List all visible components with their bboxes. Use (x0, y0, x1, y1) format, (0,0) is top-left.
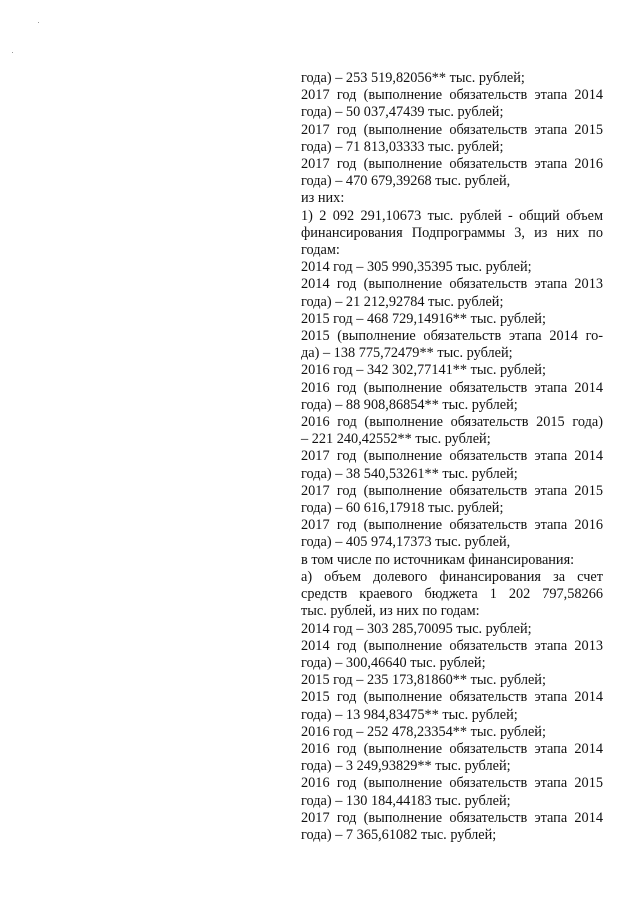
document-line: 2016 год – 252 478,23354** тыс. рублей; (301, 723, 546, 740)
document-line: 2016 год (выполнение обязательств 2015 года) (301, 414, 603, 431)
document-line: 2016 год (выполнение обязательств этапа 2015 (301, 775, 603, 792)
document-line: года) – 88 908,86854** тыс. рублей; (301, 396, 518, 413)
document-line: 2014 год (выполнение обязательств этапа 2013 (301, 637, 603, 654)
document-line: 2014 год – 305 990,35395 тыс. рублей; (301, 259, 532, 276)
document-line: 2017 год (выполнение обязательств этапа 2014 (301, 448, 603, 465)
document-line: годам: (301, 242, 340, 259)
document-line: 2015 (выполнение обязательств этапа 2014 го- (301, 328, 603, 345)
document-line: 2017 год (выполнение обязательств этапа 2016 (301, 517, 603, 534)
document-line: 2016 год (выполнение обязательств этапа 2014 (301, 740, 603, 757)
document-line: 2017 год (выполнение обязательств этапа 2015 (301, 482, 603, 499)
document-line: года) – 38 540,53261** тыс. рублей; (301, 465, 518, 482)
document-line: 2014 год (выполнение обязательств этапа 2013 (301, 276, 603, 293)
document-text-column (301, 70, 603, 844)
document-line: тыс. рублей, из них по годам: (301, 603, 480, 620)
document-line: года) – 7 365,61082 тыс. рублей; (301, 826, 497, 843)
document-line: 2014 год – 303 285,70095 тыс. рублей; (301, 620, 532, 637)
document-line: из них: (301, 190, 345, 207)
document-line: средств краевого бюджета 1 202 797,58266 (301, 586, 603, 603)
document-line: – 221 240,42552** тыс. рублей; (301, 431, 491, 448)
document-line: да) – 138 775,72479** тыс. рублей; (301, 345, 513, 362)
document-line: года) – 50 037,47439 тыс. рублей; (301, 104, 504, 121)
document-line: 1) 2 092 291,10673 тыс. рублей - общий объем (301, 207, 603, 224)
document-line: года) – 21 212,92784 тыс. рублей; (301, 293, 504, 310)
document-line: года) – 3 249,93829** тыс. рублей; (301, 758, 511, 775)
document-line: 2017 год (выполнение обязательств этапа 2014 (301, 87, 603, 104)
document-line: финансирования Подпрограммы 3, из них по (301, 224, 603, 241)
document-line: года) – 253 519,82056** тыс. рублей; (301, 70, 525, 86)
document-line: 2015 год – 235 173,81860** тыс. рублей; (301, 672, 546, 689)
document-line: года) – 60 616,17918 тыс. рублей; (301, 500, 504, 517)
document-line: года) – 300,46640 тыс. рублей; (301, 654, 486, 671)
document-line: 2015 год (выполнение обязательств этапа 2014 (301, 689, 603, 706)
document-line: года) – 405 974,17373 тыс. рублей, (301, 534, 511, 551)
document-line: 2015 год – 468 729,14916** тыс. рублей; (301, 310, 546, 327)
document-line: 2016 год – 342 302,77141** тыс. рублей; (301, 362, 546, 379)
scan-speck (12, 52, 13, 53)
document-line: 2017 год (выполнение обязательств этапа 2016 (301, 156, 603, 173)
document-line: 2017 год (выполнение обязательств этапа 2015 (301, 121, 603, 138)
document-line: 2016 год (выполнение обязательств этапа 2014 (301, 379, 603, 396)
document-line: года) – 470 679,39268 тыс. рублей, (301, 173, 511, 190)
document-line: в том числе по источникам финансирования: (301, 551, 575, 568)
document-line: а) объем долевого финансирования за счет (301, 568, 603, 585)
document-line: года) – 71 813,03333 тыс. рублей; (301, 138, 504, 155)
document-line: года) – 13 984,83475** тыс. рублей; (301, 706, 518, 723)
document-line: 2017 год (выполнение обязательств этапа 2014 (301, 809, 603, 826)
document-line: года) – 130 184,44183 тыс. рублей; (301, 792, 511, 809)
scan-speck (38, 22, 39, 23)
